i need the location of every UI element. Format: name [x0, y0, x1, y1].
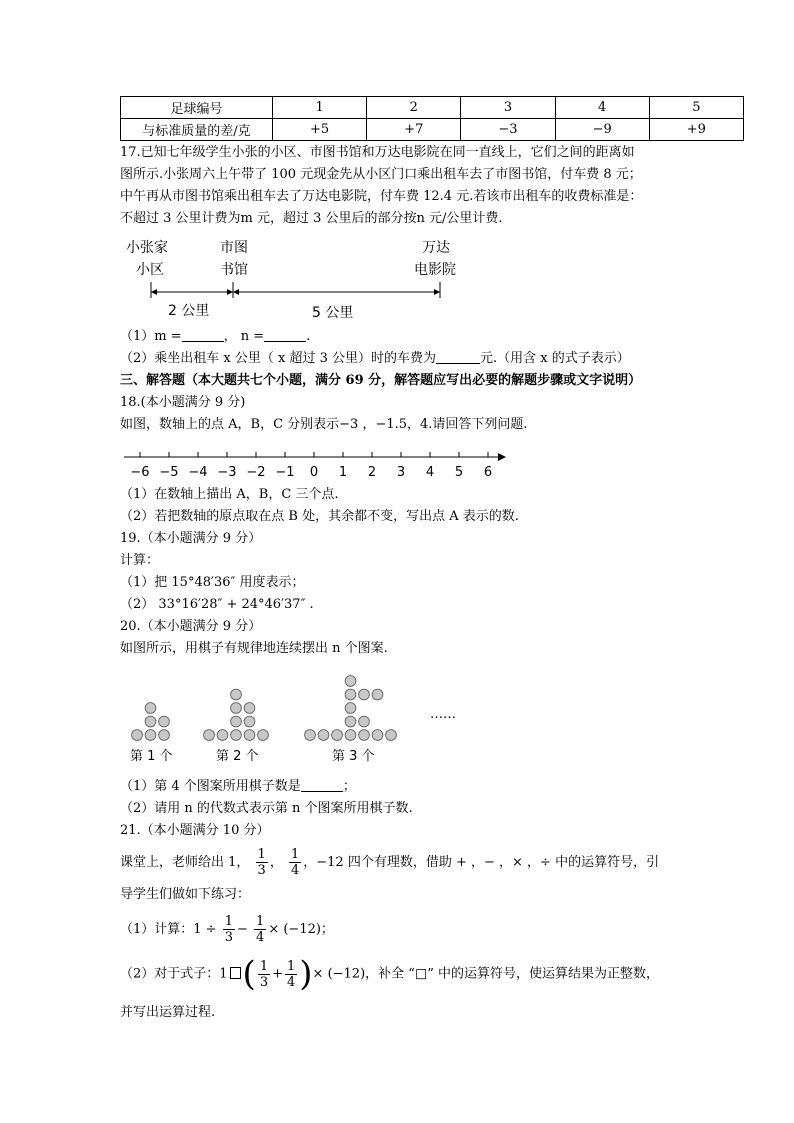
- chess-piece: [204, 730, 215, 741]
- number-line-tick-label: −5: [159, 465, 179, 480]
- chess-piece: [145, 703, 156, 714]
- table-cell: 3: [461, 97, 555, 119]
- number-line: [120, 446, 510, 480]
- cinema-label-top: 万达: [422, 240, 450, 256]
- q17-line3: 中午再从市图书馆乘出租车去了万达电影院，付车费 12.4 元.若该市出租车的收费标准是：: [120, 189, 643, 204]
- fraction-numerator: 1: [290, 847, 300, 862]
- table-cell: −3: [461, 119, 555, 141]
- q18-title: 18.(本小题满分 9 分): [120, 395, 246, 410]
- table-cell: +5: [273, 119, 367, 141]
- table-row: [121, 97, 744, 119]
- q17-sub1-text: .: [306, 329, 311, 344]
- q21-sub1-text: （1）计算：1 ÷: [120, 922, 217, 937]
- distance-5km-label: 5 公里: [312, 305, 354, 321]
- pattern-1-label: 第 1 个: [130, 749, 173, 764]
- q17-sub1: [120, 326, 310, 348]
- chess-piece: [359, 716, 370, 727]
- fraction-denominator: 3: [224, 930, 233, 945]
- q21-title: 21.（本小题满分 10 分）: [120, 823, 270, 838]
- chess-piece: [359, 730, 370, 741]
- q21-sub2: [120, 952, 659, 997]
- table-cell: 2: [367, 97, 461, 119]
- number-line-tick-label: 6: [483, 465, 493, 480]
- fraction-denominator: 4: [290, 863, 300, 878]
- chess-piece: [159, 730, 170, 741]
- chess-piece: [372, 689, 383, 700]
- table-cell: +7: [367, 119, 461, 141]
- q17-line2: 图所示.小张周六上午带了 100 元现金先从小区门口乘出租车去了市图书馆，付车费 8 元；: [120, 167, 642, 182]
- arrow-head: [233, 289, 239, 295]
- table-cell: −9: [555, 119, 649, 141]
- q18-intro: 如图，数轴上的点 A，B，C 分别表示−3 ，−1.5，4.请回答下列问题.: [120, 417, 528, 432]
- q21-intro-text: ，: [269, 855, 283, 870]
- library-label-bottom: 书馆: [220, 262, 248, 278]
- q20-sub2: （2）请用 n 的代数式表示第 n 个图案所用棋子数.: [120, 801, 413, 816]
- operator-box[interactable]: [230, 967, 241, 979]
- q19-sub1: （1）把 15°48′36″ 用度表示；: [120, 575, 305, 590]
- chess-piece: [345, 689, 356, 700]
- chess-piece: [231, 716, 242, 727]
- fraction-numerator: 1: [224, 914, 233, 929]
- table-cell: +9: [649, 119, 743, 141]
- chess-pieces: [132, 676, 397, 741]
- chess-piece: [359, 689, 370, 700]
- table-cell: 1: [273, 97, 367, 119]
- number-line-tick-label: 0: [309, 465, 319, 480]
- number-line-tick-label: 5: [454, 465, 464, 480]
- number-line-tick-label: 3: [396, 465, 406, 480]
- number-line-tick-label: −4: [188, 465, 208, 480]
- fraction-one-third: [223, 914, 235, 945]
- q19-intro: 计算：: [120, 553, 160, 568]
- q21-sub1: [120, 910, 334, 950]
- q21-sub2-text: （2）对于式子：1: [120, 966, 228, 982]
- chess-piece: [231, 703, 242, 714]
- chess-piece: [386, 730, 397, 741]
- fraction-one-third: [256, 847, 268, 878]
- q20-sub1: [120, 776, 356, 798]
- fraction-one-fourth: [254, 914, 266, 945]
- chess-piece: [217, 730, 228, 741]
- q17-line4: 不超过 3 公里计费为m 元，超过 3 公里后的部分按n 元/公里计费.: [120, 211, 503, 226]
- pattern-3-label: 第 3 个: [332, 749, 375, 764]
- chess-piece: [159, 716, 170, 727]
- fraction-numerator: 1: [256, 914, 265, 929]
- arrow-head: [151, 289, 157, 295]
- q20-sub1-text: ；: [342, 779, 356, 794]
- q21-sub2-tail: 并写出运算过程.: [120, 1005, 216, 1020]
- q21-intro2: 导学生们做如下练习：: [120, 887, 251, 902]
- arrow-head: [434, 289, 440, 295]
- ellipsis: ……: [430, 707, 456, 722]
- number-line-tick-label: 4: [425, 465, 435, 480]
- arrow-head: [227, 289, 233, 295]
- chess-piece: [244, 703, 255, 714]
- number-line-tick-label: −2: [246, 465, 266, 480]
- chess-piece: [305, 730, 316, 741]
- q19-title: 19.（本小题满分 9 分）: [120, 531, 262, 546]
- number-line-tick-label: −6: [130, 465, 150, 480]
- library-label-top: 市图: [220, 240, 248, 256]
- chess-piece: [345, 676, 356, 687]
- chess-piece: [332, 730, 343, 741]
- q19-sub2: （2） 33°16′28″ + 24°46′37″ .: [120, 597, 314, 612]
- fraction-denominator: 4: [287, 974, 296, 990]
- table-cell: 足球编号: [121, 97, 273, 119]
- q18-sub2: （2）若把数轴的原点取在点 B 处，其余都不变，写出点 A 表示的数.: [120, 509, 519, 524]
- pattern-2-label: 第 2 个: [216, 749, 259, 764]
- number-line-tick-label: 2: [367, 465, 377, 480]
- q21-sub2-text: × (−12)，补全 “□” 中的运算符号，使运算结果为正整数，: [312, 966, 659, 982]
- q21-intro-text: 课堂上，老师给出 1，: [120, 855, 250, 870]
- fraction-numerator: 1: [259, 958, 269, 974]
- chess-piece: [372, 730, 383, 741]
- number-line-arrow: [498, 453, 506, 461]
- q17-sub2-text: （2）乘坐出租车 x 公里（ x 超过 3 公里）时的车费为: [120, 351, 436, 366]
- right-paren: ): [299, 954, 313, 994]
- number-line-tick-label: −1: [275, 465, 295, 480]
- answer-blank-n[interactable]: [264, 327, 306, 342]
- fraction-denominator: 3: [259, 974, 269, 990]
- chess-piece: [345, 716, 356, 727]
- chess-piece: [145, 730, 156, 741]
- table-cell: 与标准质量的差/克: [121, 119, 273, 141]
- q21-sub1-text: × (−12)；: [268, 922, 334, 937]
- number-line-tick-label: −3: [217, 465, 237, 480]
- table-row: [121, 119, 744, 141]
- q18-sub1: （1）在数轴上描出 A，B，C 三个点.: [120, 487, 339, 502]
- fraction-denominator: 4: [256, 930, 265, 945]
- answer-blank-fare[interactable]: [436, 349, 480, 364]
- q21-intro-text: ，−12 四个有理数，借助 + ，− ，× ，÷ 中的运算符号，引: [303, 855, 660, 870]
- q17-sub2-text: 元.（用含 x 的式子表示）: [480, 351, 630, 366]
- q21-intro: [120, 843, 659, 883]
- answer-blank-pieces[interactable]: [301, 777, 343, 792]
- fraction-numerator: 1: [287, 958, 296, 974]
- chess-piece: [132, 730, 143, 741]
- q17-sub1-text: ， n =: [223, 329, 265, 344]
- chess-piece: [244, 716, 255, 727]
- chess-piece: [345, 703, 356, 714]
- q17-sub1-text: （1）m =: [120, 329, 182, 344]
- chess-piece: [145, 716, 156, 727]
- left-paren: (: [242, 954, 256, 994]
- plus-sign: +: [272, 966, 283, 982]
- fraction-numerator: 1: [257, 847, 266, 862]
- cinema-label-bottom: 电影院: [414, 262, 456, 278]
- q17-line1: 17.已知七年级学生小张的小区、市图书馆和万达电影院在同一直线上，它们之间的距离如: [120, 145, 635, 160]
- home-label-bottom: 小区: [136, 262, 164, 278]
- home-label-top: 小张家: [126, 240, 168, 256]
- chess-piece: [244, 730, 255, 741]
- fraction-one-third: [258, 959, 270, 990]
- fraction-one-fourth: [289, 847, 301, 878]
- chess-piece: [258, 730, 269, 741]
- distance-2km-label: 2 公里: [168, 303, 210, 319]
- fraction-denominator: 3: [257, 863, 266, 878]
- fraction-one-fourth: [285, 959, 297, 990]
- chess-piece: [318, 730, 329, 741]
- chess-piece: [231, 689, 242, 700]
- section-3-heading: 三、解答题（本大题共七个小题，满分 69 分，解答题应写出必要的解题步骤或文字说明）: [120, 373, 642, 388]
- chess-patterns: [120, 672, 480, 772]
- distance-diagram: [118, 236, 498, 326]
- table-cell: 5: [649, 97, 743, 119]
- answer-blank-m[interactable]: [182, 327, 224, 342]
- chess-piece: [231, 730, 242, 741]
- number-line-tick-label: 1: [338, 465, 348, 480]
- q17-sub2: [120, 348, 630, 370]
- q20-title: 20.（本小题满分 9 分）: [120, 619, 262, 634]
- q20-intro: 如图所示，用棋子有规律地连续摆出 n 个图案.: [120, 641, 388, 656]
- table-cell: 4: [555, 97, 649, 119]
- q20-sub1-text: （1）第 4 个图案所用棋子数是: [120, 779, 301, 794]
- number-line-ticks: [130, 452, 492, 480]
- chess-piece: [345, 730, 356, 741]
- mass-difference-table: [120, 96, 744, 141]
- minus-sign: −: [237, 922, 248, 937]
